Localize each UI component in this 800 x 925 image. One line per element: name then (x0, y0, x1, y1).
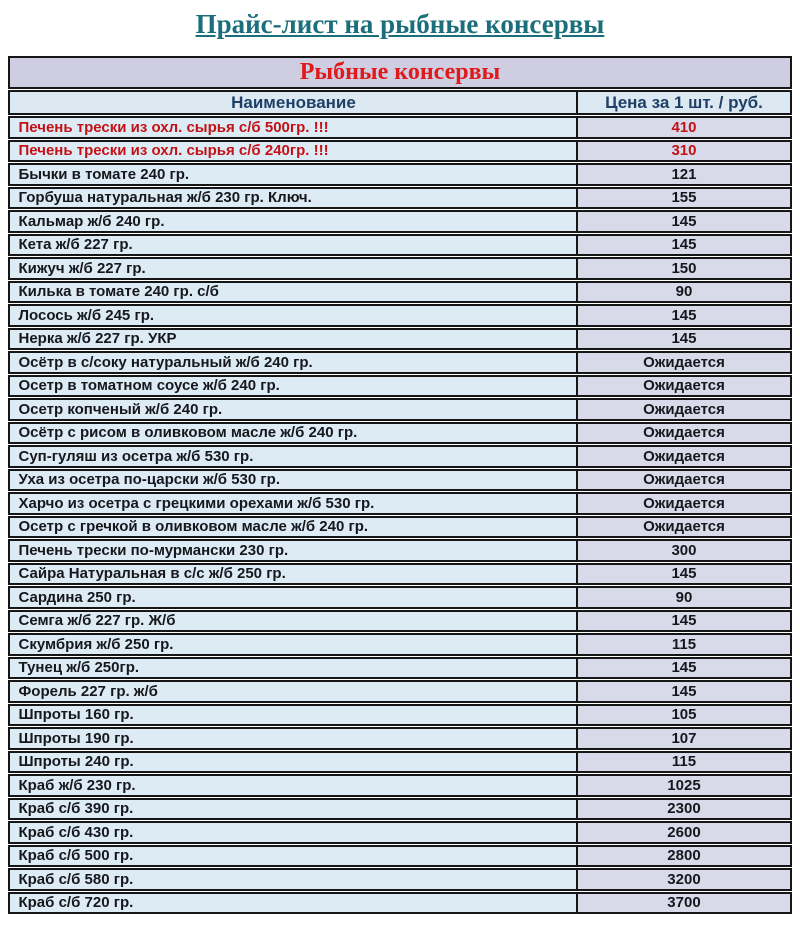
item-name: Осётр в с/соку натуральный ж/б 240 гр. (8, 351, 578, 374)
table-banner-row (8, 56, 791, 89)
item-name: Кижуч ж/б 227 гр. (8, 257, 578, 280)
table-row (8, 210, 791, 233)
table-row (8, 704, 791, 727)
item-name: Печень трески из охл. сырья с/б 500гр. !!! (8, 116, 578, 139)
item-price: Ожидается (578, 398, 791, 421)
item-price: Ожидается (578, 422, 791, 445)
item-name: Осетр в томатном соусе ж/б 240 гр. (8, 375, 578, 398)
table-row (8, 492, 791, 515)
item-price: Ожидается (578, 469, 791, 492)
column-header-price: Цена за 1 шт. / руб. (578, 90, 791, 115)
table-row (8, 751, 791, 774)
item-name: Тунец ж/б 250гр. (8, 657, 578, 680)
price-table (8, 55, 791, 915)
item-price: 145 (578, 657, 791, 680)
item-name: Краб с/б 580 гр. (8, 868, 578, 891)
item-name: Сайра Натуральная в с/с ж/б 250 гр. (8, 563, 578, 586)
item-price: 310 (578, 140, 791, 163)
table-row (8, 163, 791, 186)
table-row (8, 539, 791, 562)
table-row (8, 304, 791, 327)
table-header-row (8, 90, 791, 115)
table-row (8, 774, 791, 797)
item-name: Шпроты 160 гр. (8, 704, 578, 727)
item-name: Суп-гуляш из осетра ж/б 530 гр. (8, 445, 578, 468)
item-price: Ожидается (578, 492, 791, 515)
item-name: Осетр с гречкой в оливковом масле ж/б 240 гр. (8, 516, 578, 539)
item-price: 2800 (578, 845, 791, 868)
item-name: Краб с/б 390 гр. (8, 798, 578, 821)
item-price: 105 (578, 704, 791, 727)
table-banner-title: Рыбные консервы (8, 56, 791, 89)
item-name: Осётр с рисом в оливковом масле ж/б 240 гр. (8, 422, 578, 445)
item-name: Шпроты 190 гр. (8, 727, 578, 750)
item-price: 155 (578, 187, 791, 210)
item-price: 145 (578, 680, 791, 703)
item-name: Харчо из осетра с грецкими орехами ж/б 530 гр. (8, 492, 578, 515)
item-price: 150 (578, 257, 791, 280)
item-name: Печень трески из охл. сырья с/б 240гр. !!! (8, 140, 578, 163)
item-name: Килька в томате 240 гр. с/б (8, 281, 578, 304)
table-row (8, 633, 791, 656)
item-name: Печень трески по-мурмански 230 гр. (8, 539, 578, 562)
item-price: 145 (578, 328, 791, 351)
item-price: 2600 (578, 821, 791, 844)
item-price: 3700 (578, 892, 791, 915)
item-price: 410 (578, 116, 791, 139)
item-name: Кета ж/б 227 гр. (8, 234, 578, 257)
table-row (8, 727, 791, 750)
item-price: 121 (578, 163, 791, 186)
item-price: 115 (578, 633, 791, 656)
item-name: Уха из осетра по-царски ж/б 530 гр. (8, 469, 578, 492)
table-row (8, 563, 791, 586)
table-row (8, 187, 791, 210)
item-price: 3200 (578, 868, 791, 891)
table-row (8, 657, 791, 680)
table-row (8, 116, 791, 139)
item-name: Семга ж/б 227 гр. Ж/б (8, 610, 578, 633)
item-name: Горбуша натуральная ж/б 230 гр. Ключ. (8, 187, 578, 210)
page-title: Прайс-лист на рыбные консервы (195, 9, 605, 39)
table-row (8, 351, 791, 374)
item-price: 90 (578, 586, 791, 609)
item-price: 90 (578, 281, 791, 304)
table-row (8, 257, 791, 280)
price-list-page (0, 7, 800, 915)
table-row (8, 422, 791, 445)
item-price: 1025 (578, 774, 791, 797)
item-name: Краб с/б 720 гр. (8, 892, 578, 915)
item-price: Ожидается (578, 351, 791, 374)
column-header-name: Наименование (8, 90, 578, 115)
item-name: Краб ж/б 230 гр. (8, 774, 578, 797)
item-price: Ожидается (578, 375, 791, 398)
item-price: 145 (578, 610, 791, 633)
item-price: 145 (578, 234, 791, 257)
item-price: 145 (578, 304, 791, 327)
table-row (8, 798, 791, 821)
table-row (8, 516, 791, 539)
table-row (8, 469, 791, 492)
item-name: Осетр копченый ж/б 240 гр. (8, 398, 578, 421)
item-price: 145 (578, 210, 791, 233)
item-price: 2300 (578, 798, 791, 821)
table-row (8, 610, 791, 633)
table-row (8, 375, 791, 398)
item-price: 300 (578, 539, 791, 562)
table-row (8, 821, 791, 844)
item-name: Бычки в томате 240 гр. (8, 163, 578, 186)
table-body (8, 116, 791, 914)
table-row (8, 398, 791, 421)
item-name: Сардина 250 гр. (8, 586, 578, 609)
table-row (8, 680, 791, 703)
item-price: Ожидается (578, 516, 791, 539)
table-row (8, 328, 791, 351)
item-name: Шпроты 240 гр. (8, 751, 578, 774)
table-row (8, 281, 791, 304)
item-price: 115 (578, 751, 791, 774)
item-name: Форель 227 гр. ж/б (8, 680, 578, 703)
table-row (8, 845, 791, 868)
item-name: Нерка ж/б 227 гр. УКР (8, 328, 578, 351)
table-row (8, 140, 791, 163)
item-name: Кальмар ж/б 240 гр. (8, 210, 578, 233)
item-price: Ожидается (578, 445, 791, 468)
item-name: Краб с/б 500 гр. (8, 845, 578, 868)
item-name: Краб с/б 430 гр. (8, 821, 578, 844)
item-price: 145 (578, 563, 791, 586)
table-row (8, 445, 791, 468)
table-row (8, 586, 791, 609)
table-row (8, 234, 791, 257)
table-row (8, 892, 791, 915)
item-name: Лосось ж/б 245 гр. (8, 304, 578, 327)
item-price: 107 (578, 727, 791, 750)
table-row (8, 868, 791, 891)
item-name: Скумбрия ж/б 250 гр. (8, 633, 578, 656)
